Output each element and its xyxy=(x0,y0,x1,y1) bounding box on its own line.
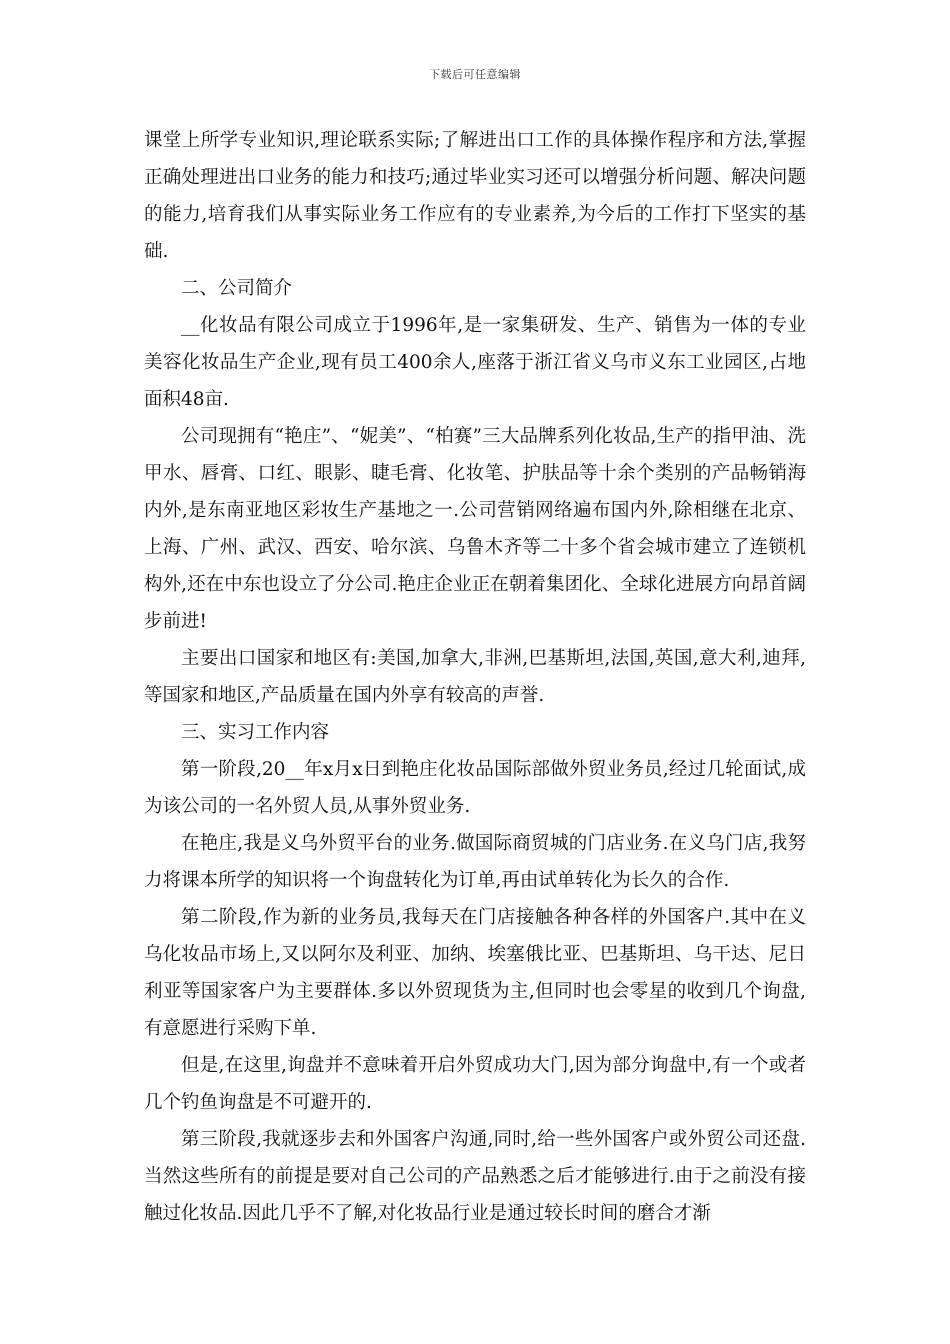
paragraph-stage-one: 第一阶段,20__年x月x日到艳庄化妆品国际部做外贸业务员,经过几轮面试,成为该公司的一名外贸人员,从事外贸业务. xyxy=(144,759,806,817)
document-body xyxy=(144,122,806,1232)
section-heading-internship-content: 三、实习工作内容 xyxy=(181,722,330,743)
paragraph-stage-two: 第二阶段,作为新的业务员,我每天在门店接触各种各样的外国客户.其中在义乌化妆品市场上,又以阿尔及利亚、加纳、埃塞俄比亚、巴基斯坦、乌干达、尼日利亚等国家客户为主要群体.多以外贸现货为主,但同时也会零星的收到几个询盘,有意愿进行采购下单. xyxy=(144,907,806,1039)
page-header: 下载后可任意编辑 xyxy=(429,68,521,81)
section-heading-company-intro: 二、公司简介 xyxy=(181,278,293,299)
paragraph-inquiry-note: 但是,在这里,询盘并不意味着开启外贸成功大门,因为部分询盘中,有一个或者几个钓鱼询盘是不可避开的. xyxy=(144,1055,806,1113)
paragraph-stage-three: 第三阶段,我就逐步去和外国客户沟通,同时,给一些外国客户或外贸公司还盘.当然这些所有的前提是要对自己公司的产品熟悉之后才能够进行.由于之前没有接触过化妆品.因此几乎不了解,对化妆品行业是通过较长时间的磨合才渐 xyxy=(144,1129,806,1224)
paragraph-yiwu-store: 在艳庄,我是义乌外贸平台的业务.做国际商贸城的门店业务.在义乌门店,我努力将课本所学的知识将一个询盘转化为订单,再由试单转化为长久的合作. xyxy=(144,833,806,891)
paragraph-company-brands: 公司现拥有“艳庄”、“妮美”、“柏赛”三大品牌系列化妆品,生产的指甲油、洗甲水、唇膏、口红、眼影、睫毛膏、化妆笔、护肤品等十余个类别的产品畅销海内外,是东南亚地区彩妆生产基地之一.公司营销网络遍布国内外,除相继在北京、上海、广州、武汉、西安、哈尔滨、乌鲁木齐等二十多个省会城市建立了连锁机构外,还在中东也设立了分公司.艳庄企业正在朝着集团化、全球化进展方向昂首阔步前进! xyxy=(144,426,806,632)
paragraph-export-regions: 主要出口国家和地区有:美国,加拿大,非洲,巴基斯坦,法国,英国,意大利,迪拜,等国家和地区,产品质量在国内外享有较高的声誉. xyxy=(144,648,806,706)
paragraph-company-founding: __化妆品有限公司成立于1996年,是一家集研发、生产、销售为一体的专业美容化妆品生产企业,现有员工400余人,座落于浙江省义乌市义东工业园区,占地面积48亩. xyxy=(144,315,806,410)
paragraph-1: 课堂上所学专业知识,理论联系实际;了解进出口工作的具体操作程序和方法,掌握正确处理进出口业务的能力和技巧;通过毕业实习还可以增强分析问题、解决问题的能力,培育我们从事实际业务工作应有的专业素养,为今后的工作打下坚实的基础. xyxy=(144,130,806,262)
